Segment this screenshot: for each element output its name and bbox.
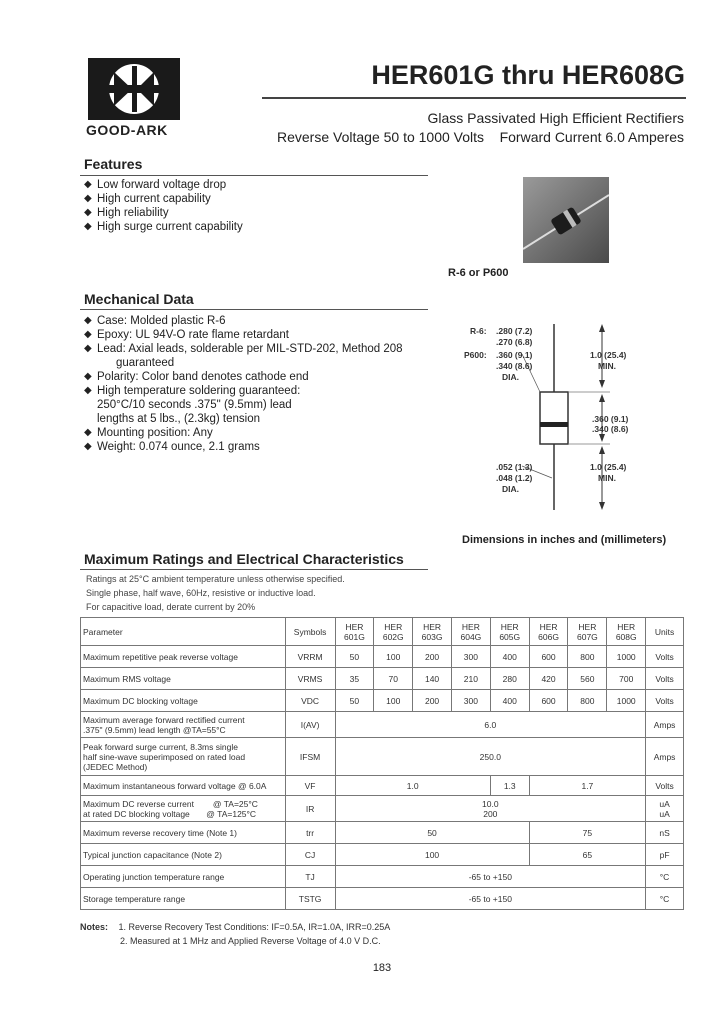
table-cell: 6.0 (335, 712, 646, 738)
features-divider (80, 175, 428, 176)
dim-lead-length-top: 1.0 (25.4) (590, 350, 627, 360)
bullet-diamond-icon: ◆ (84, 371, 92, 382)
list-item: ◆ Low forward voltage drop (84, 179, 227, 191)
dim-r6-min: .270 (6.8) (496, 337, 533, 347)
table-cell: 140 (413, 668, 452, 690)
table-cell: -65 to +150 (335, 888, 646, 910)
list-item: ◆ Case: Molded plastic R-6 (84, 315, 226, 327)
list-item: ◆ High surge current capability (84, 221, 243, 233)
header-part: HER 606G (529, 618, 568, 646)
table-cell: 50 (335, 646, 374, 668)
table-cell: Amps (646, 738, 684, 776)
bullet-diamond-icon: ◆ (84, 193, 92, 204)
list-item: ◆ Lead: Axial leads, solderable per MIL-STD-202, Method 208 (84, 343, 403, 355)
note-1: 1. Reverse Recovery Test Conditions: IF=0.5A, IR=1.0A, IRR=0.25A (118, 922, 391, 932)
table-cell: CJ (285, 844, 335, 866)
table-row (81, 646, 684, 668)
bullet-diamond-icon: ◆ (84, 329, 92, 340)
table-cell: 35 (335, 668, 374, 690)
product-photo (523, 177, 609, 263)
header-part: HER 603G (413, 618, 452, 646)
table-cell: VRRM (285, 646, 335, 668)
diode-logo-icon (88, 58, 180, 120)
table-cell: 400 (490, 646, 529, 668)
list-item: ◆ High reliability (84, 207, 169, 219)
header-part: HER 607G (568, 618, 607, 646)
table-cell: 10.0 200 (335, 796, 646, 822)
table-cell: 600 (529, 646, 568, 668)
list-item: ◆ Polarity: Color band denotes cathode end (84, 371, 309, 383)
table-cell: Volts (646, 646, 684, 668)
note-2: 2. Measured at 1 MHz and Applied Reverse Voltage of 4.0 V D.C. (120, 936, 381, 946)
table-cell: 1.3 (490, 776, 529, 796)
condition-line: Ratings at 25°C ambient temperature unless otherwise specified. (86, 574, 345, 584)
table-cell: 560 (568, 668, 607, 690)
table-cell: Volts (646, 668, 684, 690)
list-item: ◆ Epoxy: UL 94V-O rate flame retardant (84, 329, 289, 341)
table-cell: °C (646, 888, 684, 910)
dim-p600-min: .340 (8.6) (496, 361, 533, 371)
dim-body-min: .340 (8.6) (592, 424, 629, 434)
dim-wire-max: .052 (1.3) (496, 462, 533, 472)
table-row (81, 776, 684, 796)
dim-dia-label-1: DIA. (502, 372, 519, 382)
table-cell: Maximum reverse recovery time (Note 1) (81, 822, 286, 844)
header-units: Units (646, 618, 684, 646)
dim-body-max: .360 (9.1) (592, 414, 629, 424)
list-item-continuation: guaranteed (116, 357, 175, 369)
header-part: HER 602G (374, 618, 413, 646)
mechanical-heading: Mechanical Data (84, 291, 194, 307)
table-cell: 420 (529, 668, 568, 690)
table-cell: Maximum average forward rectified current .375" (9.5mm) lead length @TA=55°C (81, 712, 286, 738)
bullet-diamond-icon: ◆ (84, 441, 92, 452)
table-row (81, 822, 684, 844)
notes-label: Notes: (80, 922, 109, 932)
list-item: ◆ Mounting position: Any (84, 427, 213, 439)
table-cell: 1.7 (529, 776, 645, 796)
logo (88, 58, 180, 120)
rating-conditions (86, 572, 345, 614)
table-cell: VRMS (285, 668, 335, 690)
table-cell: pF (646, 844, 684, 866)
dimensions-caption: Dimensions in inches and (millimeters) (462, 534, 667, 546)
table-cell: 50 (335, 822, 529, 844)
dim-wire-min: .048 (1.2) (496, 473, 533, 483)
list-item-continuation: lengths at 5 lbs., (2.3kg) tension (97, 413, 261, 425)
table-cell: Maximum DC reverse current @ TA=25°C at rated DC blocking voltage @ TA=125°C (81, 796, 286, 822)
table-cell: Maximum RMS voltage (81, 668, 286, 690)
table-cell: Amps (646, 712, 684, 738)
table-cell: 200 (413, 690, 452, 712)
list-item-continuation: 250°C/10 seconds .375" (9.5mm) lead (97, 399, 292, 411)
diode-photo-icon (523, 177, 609, 263)
dim-r6-label: R-6: (470, 326, 487, 336)
dim-p600-max: .360 (9.1) (496, 350, 533, 360)
table-cell: Maximum instantaneous forward voltage @ 6.0A (81, 776, 286, 796)
table-cell: 1000 (607, 646, 646, 668)
table-cell: 100 (374, 690, 413, 712)
list-item: ◆ High current capability (84, 193, 211, 205)
dimension-drawing (460, 318, 684, 530)
table-cell: 300 (451, 690, 490, 712)
table-row (81, 712, 684, 738)
table-header-row (81, 618, 684, 646)
table-cell: -65 to +150 (335, 866, 646, 888)
mechanical-list (84, 314, 403, 454)
bullet-diamond-icon: ◆ (84, 343, 92, 354)
table-cell: °C (646, 866, 684, 888)
mechanical-divider (80, 309, 428, 310)
table-cell: 210 (451, 668, 490, 690)
page-number: 183 (372, 962, 392, 974)
bullet-diamond-icon: ◆ (84, 221, 92, 232)
table-cell: 70 (374, 668, 413, 690)
table-cell: 600 (529, 690, 568, 712)
table-cell: 800 (568, 646, 607, 668)
table-cell: VF (285, 776, 335, 796)
dim-p600-label: P600: (464, 350, 487, 360)
dim-r6-max: .280 (7.2) (496, 326, 533, 336)
table-row (81, 844, 684, 866)
table-cell: Volts (646, 690, 684, 712)
package-label: R-6 or P600 (448, 267, 509, 279)
dim-dia-label-2: DIA. (502, 484, 519, 494)
bullet-diamond-icon: ◆ (84, 179, 92, 190)
table-cell: Storage temperature range (81, 888, 286, 910)
table-cell: 700 (607, 668, 646, 690)
features-list (84, 178, 243, 234)
dim-min-top: MIN. (598, 361, 616, 371)
table-cell: Volts (646, 776, 684, 796)
ratings-heading: Maximum Ratings and Electrical Characteristics (84, 551, 404, 567)
bullet-diamond-icon: ◆ (84, 427, 92, 438)
ratings-divider (80, 569, 428, 570)
table-row (81, 738, 684, 776)
table-cell: 100 (335, 844, 529, 866)
page-title: HER601G thru HER608G (371, 60, 685, 90)
bullet-diamond-icon: ◆ (84, 315, 92, 326)
condition-line: For capacitive load, derate current by 20% (86, 602, 256, 612)
table-cell: 280 (490, 668, 529, 690)
table-cell: 200 (413, 646, 452, 668)
bullet-diamond-icon: ◆ (84, 207, 92, 218)
table-cell: Operating junction temperature range (81, 866, 286, 888)
table-cell: 400 (490, 690, 529, 712)
table-row (81, 888, 684, 910)
table-cell: TSTG (285, 888, 335, 910)
table-cell: IR (285, 796, 335, 822)
table-cell: 65 (529, 844, 645, 866)
table-cell: nS (646, 822, 684, 844)
table-cell: 50 (335, 690, 374, 712)
dim-min-bottom: MIN. (598, 473, 616, 483)
header-part: HER 604G (451, 618, 490, 646)
table-cell: TJ (285, 866, 335, 888)
header-part: HER 605G (490, 618, 529, 646)
header-symbols: Symbols (285, 618, 335, 646)
features-heading: Features (84, 156, 143, 172)
subtitle-ratings: Reverse Voltage 50 to 1000 Volts Forward Current 6.0 Amperes (277, 129, 684, 145)
table-cell: 300 (451, 646, 490, 668)
table-cell: 800 (568, 690, 607, 712)
title-divider (262, 97, 686, 99)
brand-name: GOOD-ARK (86, 122, 168, 138)
table-cell: 1.0 (335, 776, 490, 796)
condition-line: Single phase, half wave, 60Hz, resistive or inductive load. (86, 588, 316, 598)
cathode-band (540, 422, 568, 427)
header-parameter: Parameter (81, 618, 286, 646)
list-item: ◆ High temperature soldering guaranteed: (84, 385, 301, 397)
dim-lead-length-bottom: 1.0 (25.4) (590, 462, 627, 472)
header-part: HER 608G (607, 618, 646, 646)
diode-body (540, 392, 568, 444)
table-cell: Peak forward surge current, 8.3ms single half sine-wave superimposed on rated load (JEDEC Method) (81, 738, 286, 776)
table-row (81, 690, 684, 712)
table-cell: uA uA (646, 796, 684, 822)
table-cell: 75 (529, 822, 645, 844)
table-cell: 250.0 (335, 738, 646, 776)
table-cell: Typical junction capacitance (Note 2) (81, 844, 286, 866)
table-cell: VDC (285, 690, 335, 712)
table-row (81, 796, 684, 822)
table-cell: Maximum repetitive peak reverse voltage (81, 646, 286, 668)
table-cell: 100 (374, 646, 413, 668)
bullet-diamond-icon: ◆ (84, 385, 92, 396)
table-cell: I(AV) (285, 712, 335, 738)
table-row (81, 668, 684, 690)
subtitle-description: Glass Passivated High Efficient Rectifiers (427, 110, 684, 126)
header-part: HER 601G (335, 618, 374, 646)
table-cell: Maximum DC blocking voltage (81, 690, 286, 712)
table-cell: trr (285, 822, 335, 844)
notes (80, 920, 390, 948)
ratings-table (80, 617, 684, 910)
table-cell: IFSM (285, 738, 335, 776)
list-item: ◆ Weight: 0.074 ounce, 2.1 grams (84, 441, 260, 453)
table-cell: 1000 (607, 690, 646, 712)
table-row (81, 866, 684, 888)
